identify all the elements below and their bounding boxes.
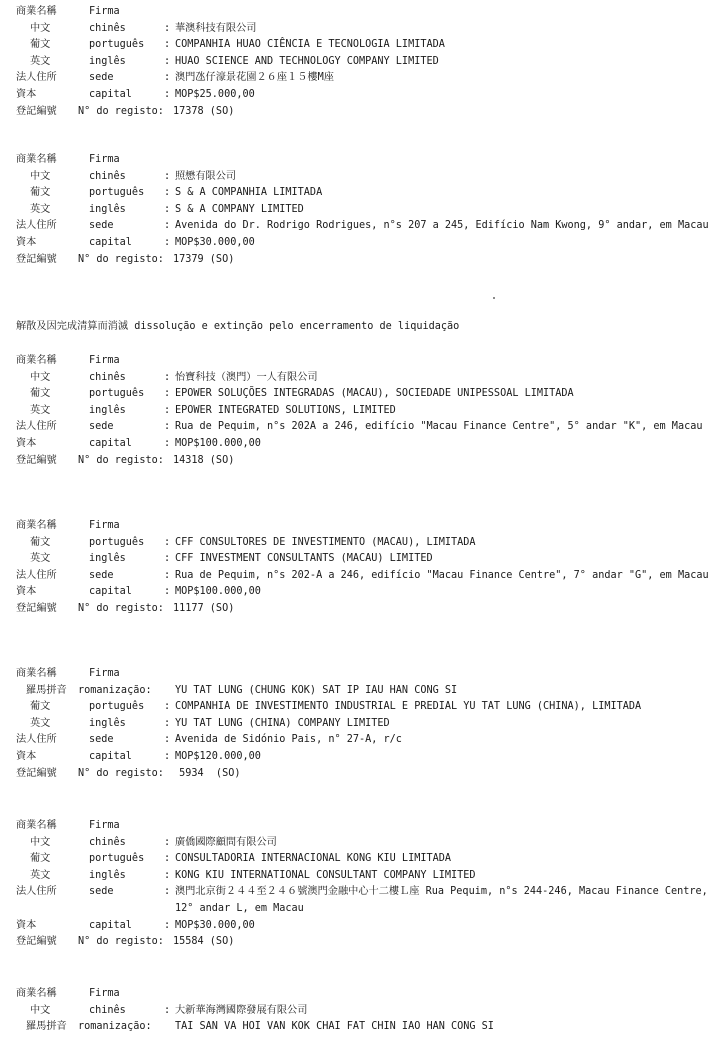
capital-label-pt: capital [89,750,132,762]
ingles-label-zh: 英文 [30,55,51,67]
ingles-label-pt: inglês [89,553,126,565]
sede-value: Rua de Pequim, n°s 202A a 246, edifício "Macau Finance Centre", 5° andar "K", em Macau [175,421,703,433]
registo-row [16,766,718,783]
separator: : [164,55,171,67]
romanizacao-label-zh: 羅馬拼音 [26,1021,67,1033]
capital-label-pt: capital [89,88,132,100]
registo-label-zh: 登記編號 [16,936,57,948]
chines-label-pt: chinês [89,1004,126,1016]
registo-value: 17378 (SO) [173,105,235,117]
capital-label-pt: capital [89,236,132,248]
separator: : [164,586,171,598]
sede-label-pt: sede [89,886,114,898]
sede-label-zh: 法人住所 [16,220,57,232]
separator: : [164,569,171,581]
capital-label-zh: 資本 [16,88,37,100]
sede-label-zh: 法人住所 [16,734,57,746]
chines-row [16,1003,718,1020]
romanizacao-label-pt: romanização: [78,684,152,696]
ingles-value: EPOWER INTEGRATED SOLUTIONS, LIMITED [175,404,396,416]
registo-row [16,934,718,951]
chines-row [16,835,718,852]
registo-row [16,453,718,470]
portugues-label-pt: português [89,701,145,713]
registo-row [16,104,718,121]
sede-label-pt: sede [89,72,114,84]
ingles-label-pt: inglês [89,717,126,729]
capital-row [16,918,718,935]
registo-value: 11177 (SO) [173,602,235,614]
chines-value: 大新華海灣國際發展有限公司 [175,1004,308,1016]
capital-label-zh: 資本 [16,750,37,762]
separator: : [164,701,171,713]
ingles-value: KONG KIU INTERNATIONAL CONSULTANT COMPANY LIMITED [175,869,476,881]
separator: : [164,437,171,449]
romanizacao-label-zh: 羅馬拼音 [26,684,67,696]
portugues-row [16,699,718,716]
scan-speck [493,297,495,299]
capital-value: MOP$30.000,00 [175,236,255,248]
romanizacao-row [16,1019,718,1036]
portugues-label-pt: português [89,388,145,400]
ingles-label-zh: 英文 [30,553,51,565]
sede-row [16,884,718,917]
registo-label-zh: 登記編號 [16,253,57,265]
chines-row [16,21,718,38]
capital-value: MOP$30.000,00 [175,919,255,931]
portugues-label-zh: 葡文 [30,853,51,865]
sede-label-pt: sede [89,734,114,746]
sede-value: 澳門氹仔濠景花園２６座１５樓M座 [175,72,334,84]
sede-row [16,70,718,87]
capital-value: MOP$100.000,00 [175,586,261,598]
separator: : [164,88,171,100]
registo-label-zh: 登記編號 [16,602,57,614]
sede-label-zh: 法人住所 [16,569,57,581]
separator: : [164,869,171,881]
ingles-row [16,551,718,568]
capital-row [16,749,718,766]
chines-label-pt: chinês [89,22,126,34]
firma-label-pt: Firma [89,520,120,531]
firma-label-pt: Firma [89,988,120,999]
sede-label-zh: 法人住所 [16,72,57,84]
separator: : [164,919,171,931]
firma-row [16,986,718,1003]
firma-row [16,4,718,21]
registo-label-zh: 登記編號 [16,767,57,779]
portugues-label-zh: 葡文 [30,536,51,548]
sede-label-zh: 法人住所 [16,886,57,898]
separator: : [164,187,171,199]
ingles-row [16,716,718,733]
chines-value: 怡寶科技（澳門）一人有限公司 [175,371,318,383]
portugues-label-pt: português [89,853,145,865]
portugues-value: CFF CONSULTORES DE INVESTIMENTO (MACAU), LIMITADA [175,536,476,548]
portugues-label-pt: português [89,39,145,51]
firma-row [16,818,718,835]
separator: : [164,421,171,433]
ingles-row [16,403,718,420]
capital-label-pt: capital [89,437,132,449]
chines-label-pt: chinês [89,836,126,848]
portugues-value: S & A COMPANHIA LIMITADA [175,187,323,199]
portugues-row [16,851,718,868]
company-entry [16,518,718,618]
chines-label-zh: 中文 [30,371,51,383]
registo-value: 5934 (SO) [173,767,241,779]
firma-label-pt: Firma [89,355,120,366]
ingles-label-pt: inglês [89,869,126,881]
separator: : [164,853,171,865]
capital-label-zh: 資本 [16,236,37,248]
capital-value: MOP$25.000,00 [175,88,255,100]
company-entry [16,818,718,951]
romanizacao-value: YU TAT LUNG (CHUNG KOK) SAT IP IAU HAN CONG SI [175,684,458,696]
ingles-label-zh: 英文 [30,717,51,729]
ingles-row [16,868,718,885]
sede-label-pt: sede [89,569,114,581]
portugues-label-zh: 葡文 [30,388,51,400]
portugues-label-pt: português [89,187,145,199]
chines-label-zh: 中文 [30,22,51,34]
separator: : [164,750,171,762]
ingles-value: S & A COMPANY LIMITED [175,203,304,215]
separator: : [164,170,171,182]
firma-label-pt: Firma [89,154,120,165]
separator: : [164,388,171,400]
chines-label-pt: chinês [89,371,126,383]
firma-label-zh: 商業名稱 [16,820,57,831]
registo-value: 14318 (SO) [173,454,235,466]
sede-label-pt: sede [89,220,114,232]
firma-label-pt: Firma [89,820,120,831]
portugues-label-pt: português [89,536,145,548]
registo-label-zh: 登記編號 [16,454,57,466]
capital-row [16,87,718,104]
portugues-row [16,535,718,552]
firma-label-pt: Firma [89,668,120,679]
capital-row [16,584,718,601]
capital-row [16,235,718,252]
portugues-row [16,37,718,54]
firma-row [16,353,718,370]
romanizacao-value: TAI SAN VA HOI VAN KOK CHAI FAT CHIN IAO HAN CONG SI [175,1021,494,1033]
portugues-row [16,185,718,202]
firma-row [16,518,718,535]
chines-label-pt: chinês [89,170,126,182]
separator: : [164,1004,171,1016]
portugues-label-zh: 葡文 [30,701,51,713]
sede-row [16,568,718,585]
ingles-label-zh: 英文 [30,869,51,881]
firma-label-zh: 商業名稱 [16,154,57,165]
firma-label-pt: Firma [89,6,120,17]
sede-value: 澳門北京街２４４至２４６號澳門金融中心十二樓Ｌ座 Rua Pequim, n°s 244-246, Macau Finance Centre, 12° andar L, em Macau [175,886,708,914]
separator: : [164,553,171,565]
firma-label-zh: 商業名稱 [16,520,57,531]
ingles-label-zh: 英文 [30,404,51,416]
sede-row [16,419,718,436]
company-entry [16,4,718,120]
firma-label-zh: 商業名稱 [16,668,57,679]
romanizacao-label-pt: romanização: [78,1021,152,1033]
chines-label-zh: 中文 [30,836,51,848]
separator: : [164,717,171,729]
capital-value: MOP$100.000,00 [175,437,261,449]
firma-row [16,666,718,683]
chines-value: 華澳科技有限公司 [175,22,257,34]
registo-label-pt: N° do registo: [78,253,164,265]
chines-label-zh: 中文 [30,1004,51,1016]
capital-label-pt: capital [89,586,132,598]
separator: : [164,220,171,232]
ingles-value: CFF INVESTMENT CONSULTANTS (MACAU) LIMITED [175,553,433,565]
portugues-value: COMPANHIA HUAO CIÊNCIA E TECNOLOGIA LIMITADA [175,39,445,51]
romanizacao-row [16,683,718,700]
registo-value: 15584 (SO) [173,936,235,948]
portugues-value: COMPANHIA DE INVESTIMENTO INDUSTRIAL E PREDIAL YU TAT LUNG (CHINA), LIMITADA [175,701,642,713]
chines-row [16,370,718,387]
separator: : [164,836,171,848]
company-entry [16,666,718,782]
separator: : [164,72,171,84]
separator: : [164,404,171,416]
registo-label-pt: N° do registo: [78,936,164,948]
ingles-value: HUAO SCIENCE AND TECHNOLOGY COMPANY LIMITED [175,55,439,67]
separator: : [164,236,171,248]
capital-label-zh: 資本 [16,919,37,931]
separator: : [164,371,171,383]
firma-label-zh: 商業名稱 [16,6,57,17]
portugues-label-zh: 葡文 [30,39,51,51]
capital-row [16,436,718,453]
separator: : [164,886,171,898]
chines-row [16,169,718,186]
company-entry [16,986,718,1036]
separator: : [164,203,171,215]
separator: : [164,734,171,746]
registo-value: 17379 (SO) [173,253,235,265]
sede-label-pt: sede [89,421,114,433]
sede-value: Avenida de Sidónio Pais, n° 27-A, r/c [175,734,402,746]
firma-row [16,152,718,169]
registo-label-pt: N° do registo: [78,767,164,779]
sede-label-zh: 法人住所 [16,421,57,433]
ingles-label-pt: inglês [89,404,126,416]
ingles-label-pt: inglês [89,203,126,215]
registo-label-pt: N° do registo: [78,602,164,614]
capital-label-pt: capital [89,919,132,931]
capital-label-zh: 資本 [16,437,37,449]
chines-label-zh: 中文 [30,170,51,182]
dissolution-notice: 解散及因完成清算而消滅 dissolução e extinção pelo encerramento de liquidação [16,321,460,332]
registo-label-pt: N° do registo: [78,454,164,466]
portugues-row [16,386,718,403]
registo-row [16,601,718,618]
capital-value: MOP$120.000,00 [175,750,261,762]
sede-value: Rua de Pequim, n°s 202-A a 246, edifício "Macau Finance Centre", 7° andar "G", em Macau [175,569,709,581]
separator: : [164,536,171,548]
ingles-row [16,54,718,71]
firma-label-zh: 商業名稱 [16,988,57,999]
registo-label-pt: N° do registo: [78,105,164,117]
portugues-value: CONSULTADORIA INTERNACIONAL KONG KIU LIMITADA [175,853,452,865]
company-entry [16,353,718,469]
ingles-label-zh: 英文 [30,203,51,215]
registo-label-zh: 登記編號 [16,105,57,117]
ingles-value: YU TAT LUNG (CHINA) COMPANY LIMITED [175,717,390,729]
registo-row [16,252,718,269]
capital-label-zh: 資本 [16,586,37,598]
sede-value: Avenida do Dr. Rodrigo Rodrigues, n°s 207 a 245, Edifício Nam Kwong, 9° andar, em Macau [175,220,709,232]
firma-label-zh: 商業名稱 [16,355,57,366]
portugues-label-zh: 葡文 [30,187,51,199]
sede-row [16,218,718,235]
chines-value: 照懋有限公司 [175,170,237,182]
separator: : [164,39,171,51]
portugues-value: EPOWER SOLUÇÕES INTEGRADAS (MACAU), SOCIEDADE UNIPESSOAL LIMITADA [175,388,574,400]
separator: : [164,22,171,34]
sede-row [16,732,718,749]
ingles-row [16,202,718,219]
ingles-label-pt: inglês [89,55,126,67]
chines-value: 廣僑國際顧問有限公司 [175,836,277,848]
company-entry [16,152,718,268]
